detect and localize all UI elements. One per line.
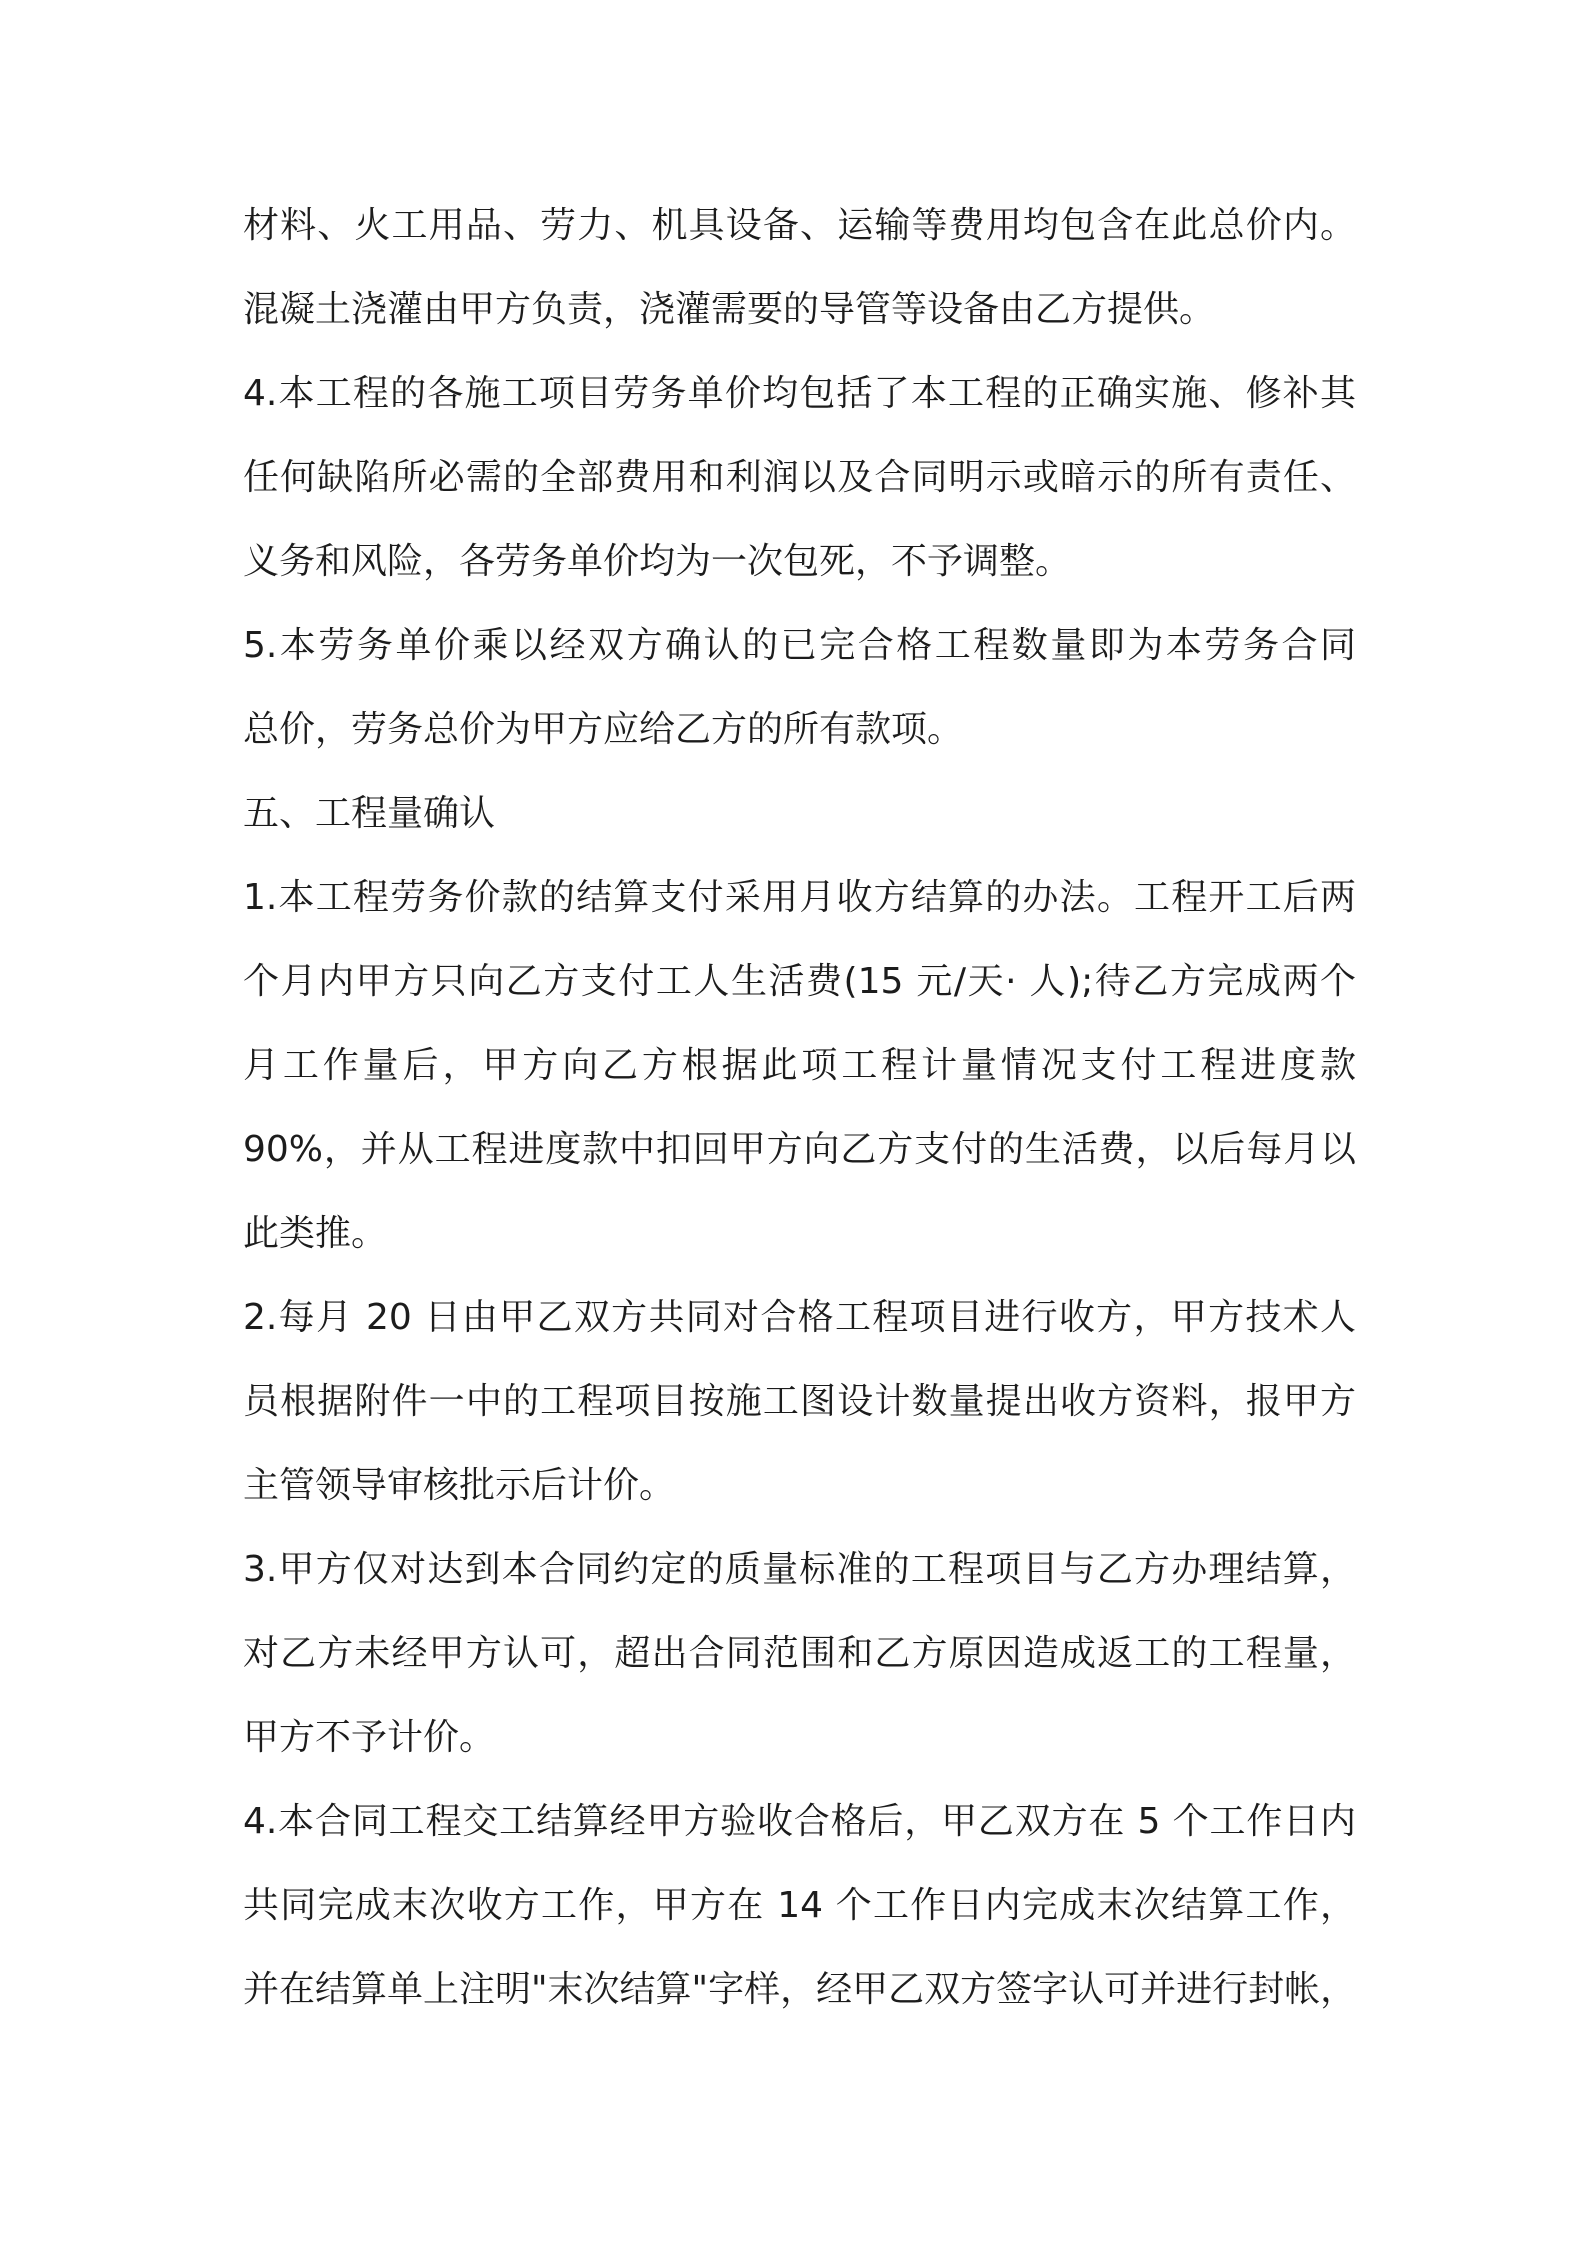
document-body [243,184,1358,2032]
text-line: 月工作量后，甲方向乙方根据此项工程计量情况支付工程进度款 [243,1045,1356,1086]
text-line: 任何缺陷所必需的全部费用和利润以及合同明示或暗示的所有责任、 [243,457,1356,498]
text-line: 3.甲方仅对达到本合同约定的质量标准的工程项目与乙方办理结算， [243,1549,1356,1590]
text-line: 此类推。 [243,1213,388,1254]
text-line: 混凝土浇灌由甲方负责，浇灌需要的导管等设备由乙方提供。 [243,289,1216,330]
text-line: 90%，并从工程进度款中扣回甲方向乙方支付的生活费，以后每月以 [243,1129,1356,1170]
section-heading: 五、工程量确认 [243,793,496,834]
text-line: 2.每月 20 日由甲乙双方共同对合格工程项目进行收方，甲方技术人 [243,1297,1356,1338]
text-line: 总价，劳务总价为甲方应给乙方的所有款项。 [243,709,964,750]
text-line: 对乙方未经甲方认可，超出合同范围和乙方原因造成返工的工程量， [243,1633,1356,1674]
text-line: 4.本合同工程交工结算经甲方验收合格后，甲乙双方在 5 个工作日内 [243,1801,1356,1842]
text-line: 并在结算单上注明"末次结算"字样，经甲乙双方签字认可并进行封帐， [243,1969,1357,2010]
text-line: 1.本工程劳务价款的结算支付采用月收方结算的办法。工程开工后两 [243,877,1356,918]
text-line: 甲方不予计价。 [243,1717,496,1758]
text-line: 员根据附件一中的工程项目按施工图设计数量提出收方资料，报甲方 [243,1381,1356,1422]
text-line: 义务和风险，各劳务单价均为一次包死，不予调整。 [243,541,1072,582]
text-line: 个月内甲方只向乙方支付工人生活费(15 元/天· 人);待乙方完成两个 [243,961,1356,1002]
text-line: 主管领导审核批示后计价。 [243,1465,676,1506]
text-line: 4.本工程的各施工项目劳务单价均包括了本工程的正确实施、修补其 [243,373,1356,414]
text-line: 共同完成末次收方工作，甲方在 14 个工作日内完成末次结算工作， [243,1885,1356,1926]
text-line: 5.本劳务单价乘以经双方确认的已完合格工程数量即为本劳务合同 [243,625,1356,666]
text-line: 材料、火工用品、劳力、机具设备、运输等费用均包含在此总价内。 [243,205,1356,246]
